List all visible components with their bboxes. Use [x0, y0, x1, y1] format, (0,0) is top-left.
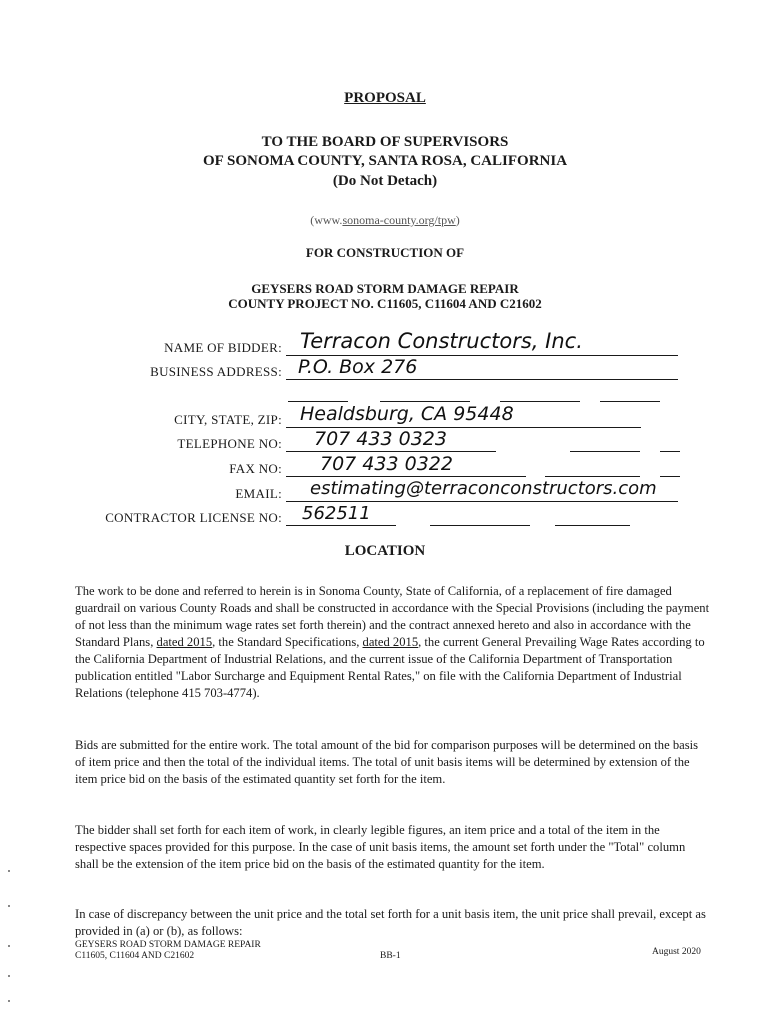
telephone-label: TELEPHONE NO: — [177, 436, 282, 451]
paragraph-1-text-c: , the current General Prevailing Wage Rates according to the California Department of Industrial Relations, and the current issue of the California Department of Transportation publication entitled "Labor Surcharge and Equipment Rental Rates," on file with the California Department of Industrial Relations (telephone 415 703-4774). — [75, 635, 705, 700]
website-reference — [0, 213, 770, 228]
scan-mark — [8, 905, 10, 907]
bidder-name-value: Terracon Constructors, Inc. — [300, 329, 583, 353]
for-construction-heading: FOR CONSTRUCTION OF — [305, 245, 465, 260]
addressee-line-2: OF SONOMA COUNTY, SANTA ROSA, CALIFORNIA — [202, 153, 568, 169]
telephone-extra-line-2 — [660, 451, 680, 452]
scan-mark — [8, 870, 10, 872]
scan-mark — [8, 1000, 10, 1002]
email-value: estimating@terraconconstructors.com — [310, 478, 657, 499]
address-extra-line-1 — [288, 401, 348, 402]
footer-project-line-1: GEYSERS ROAD STORM DAMAGE REPAIR — [75, 940, 261, 950]
url-suffix: ) — [455, 213, 460, 227]
location-paragraph-2: Bids are submitted for the entire work. The total amount of the bid for comparison purposes will be determined on the basis of item price and then the total of the individual items. The total of unit basis items will be determined by extension of the item price bid on the basis of the estimated quantity set forth for the item. — [75, 738, 699, 786]
city-state-zip-label: CITY, STATE, ZIP: — [174, 412, 282, 427]
bidder-name-label: NAME OF BIDDER: — [164, 340, 282, 355]
fax-label: FAX NO: — [229, 461, 282, 476]
fax-extra-line-2 — [660, 476, 680, 477]
paragraph-1-text-b: , the Standard Specifications, — [212, 635, 363, 649]
location-heading: LOCATION — [344, 543, 426, 559]
contractor-license-line[interactable] — [286, 525, 396, 526]
license-extra-line-1 — [430, 525, 530, 526]
location-paragraph-3: The bidder shall set forth for each item of work, in clearly legible figures, an item price and a total of the item in the respective spaces provided for this purpose. In the case of unit basis items, the amount set forth under the "Total" column shall be the extension of the item price bid on the basis of the estimated quantity for the item. — [75, 823, 686, 871]
email-line[interactable] — [286, 501, 678, 502]
business-address-label: BUSINESS ADDRESS: — [150, 364, 282, 379]
license-extra-line-2 — [555, 525, 630, 526]
contractor-license-value: 562511 — [302, 503, 371, 524]
fax-extra-line-1 — [545, 476, 640, 477]
address-extra-line-2 — [380, 401, 470, 402]
fax-line[interactable] — [286, 476, 526, 477]
url-prefix: (www. — [310, 213, 343, 227]
website-link[interactable]: sonoma-county.org/tpw — [342, 213, 456, 227]
location-paragraph-1 — [75, 583, 711, 702]
business-address-value: P.O. Box 276 — [298, 356, 418, 378]
city-state-zip-value: Healdsburg, CA 95448 — [300, 403, 514, 425]
address-extra-line-3 — [500, 401, 580, 402]
footer-page-number: BB-1 — [380, 951, 401, 961]
telephone-value: 707 433 0323 — [314, 428, 447, 450]
standard-specifications-date: dated 2015 — [362, 635, 419, 649]
do-not-detach-note: (Do Not Detach) — [332, 173, 438, 189]
fax-value: 707 433 0322 — [320, 453, 453, 475]
contractor-license-label: CONTRACTOR LICENSE NO: — [105, 510, 282, 525]
business-address-line[interactable] — [286, 379, 678, 380]
telephone-extra-line-1 — [570, 451, 640, 452]
scan-mark — [8, 945, 10, 947]
project-name: GEYSERS ROAD STORM DAMAGE REPAIR — [251, 281, 519, 296]
footer-project — [75, 940, 261, 962]
standard-plans-date: dated 2015 — [156, 635, 213, 649]
scan-mark — [8, 975, 10, 977]
paragraph-1-text-a: The work to be done and referred to herein is in Sonoma County, State of California, of a replacement of fire damaged guardrail on various County Roads and shall be constructed in accordance with the Special Provisions (including the payment of not less than the minimum wage rates set forth therein) and the contract annexed hereto and also in accordance with the Standard Plans, — [75, 584, 710, 649]
location-paragraph-4: In case of discrepancy between the unit price and the total set forth for a unit basis item, the unit price shall prevail, except as provided in (a) or (b), as follows: — [75, 907, 706, 938]
telephone-line[interactable] — [286, 451, 496, 452]
address-extra-line-4 — [600, 401, 660, 402]
footer-date: August 2020 — [652, 947, 701, 957]
footer-project-line-2: C11605, C11604 AND C21602 — [75, 951, 195, 961]
addressee-line-1: TO THE BOARD OF SUPERVISORS — [261, 134, 509, 150]
project-number: COUNTY PROJECT NO. C11605, C11604 AND C21602 — [228, 296, 542, 311]
page-title: PROPOSAL — [344, 90, 426, 106]
email-label: EMAIL: — [235, 486, 282, 501]
